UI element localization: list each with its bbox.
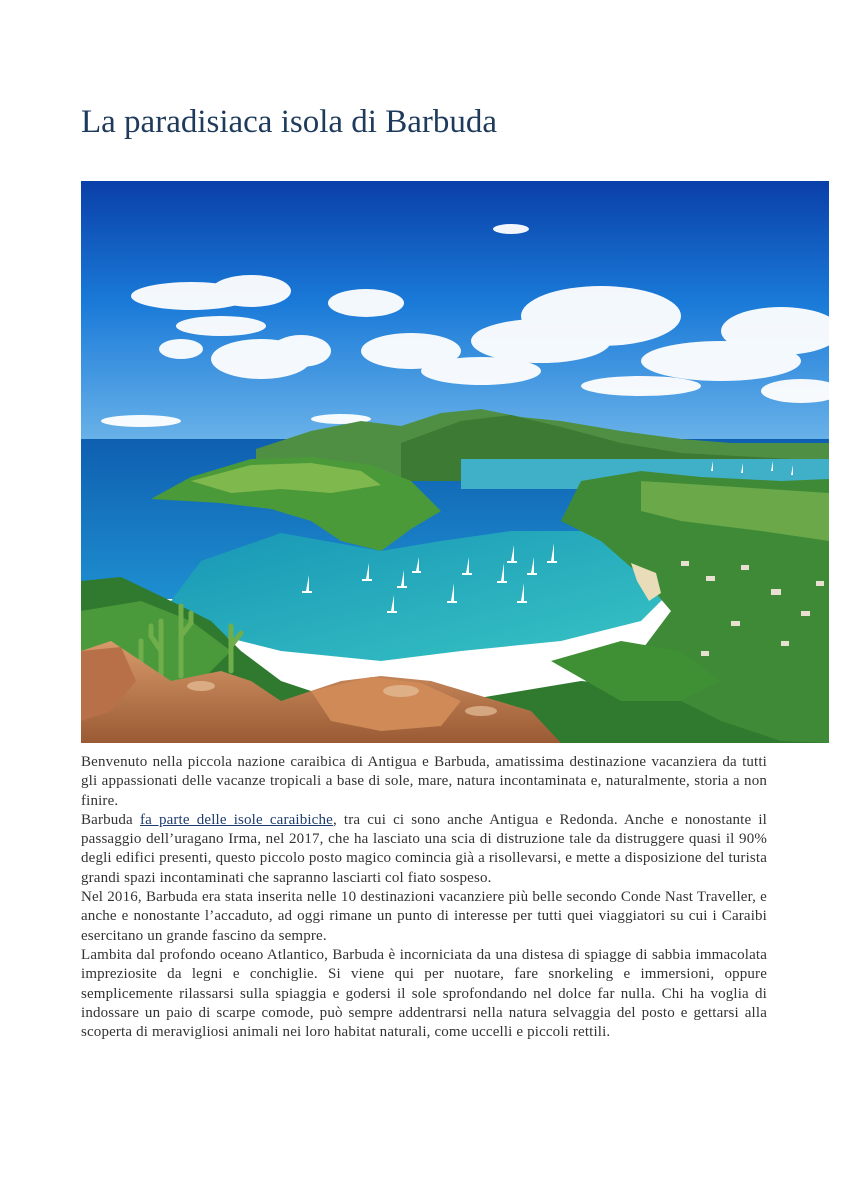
paragraph-1: Benvenuto nella piccola nazione caraibica di Antigua e Barbuda, amatissima destinazione vacanziera da tutti gli appassionati delle vacanze tropicali a base di sole, mare, natura incontaminata e, naturalmente, storia a non finire. [81,754,767,809]
paragraph-2-rest: , tra cui ci sono anche Antigua e Redonda. Anche e nonostante il passaggio dell’uragano Irma, nel 2017, che ha lasciato una scia di distruzione tale da distruggere quasi il 90% degli edifici presenti, questo piccolo posto magico comincia già a risollevarsi, e mette a disposizione del turista grandi spazi incontaminati che sapranno lasciarti col fiato sospeso. [81,811,767,886]
paragraph-2 [81,811,767,888]
hero-photo [81,181,829,743]
paragraph-2-start: Barbuda [81,811,140,828]
page-title: La paradisiaca isola di Barbuda [81,104,497,140]
article-body [81,753,767,1042]
isole-caraibiche-link[interactable]: fa parte delle isole caraibiche [139,811,333,828]
paragraph-4: Lambita dal profondo oceano Atlantico, Barbuda è incorniciata da una distesa di spiagge di sabbia immacolata impreziosite da legni e conchiglie. Si viene qui per nuotare, fare snorkeling e immersioni, oppure semplicemente rilassarsi sulla spiaggia e godersi il sole sprofondando nel dolce far nulla. Chi ha voglia di indossare un paio di scarpe comode, può sempre addentrarsi nella natura selvaggia del posto e gettarsi alla scoperta di meravigliosi animali nei loro habitat naturali, come uccelli e piccoli rettili. [81,946,767,1041]
paragraph-3: Nel 2016, Barbuda era stata inserita nelle 10 destinazioni vacanziere più belle secondo Conde Nast Traveller, e anche e nonostante l’accaduto, ad oggi rimane un punto di interesse per tutti quei viaggiatori su cui i Caraibi esercitano un grande fascino da sempre. [81,889,767,944]
